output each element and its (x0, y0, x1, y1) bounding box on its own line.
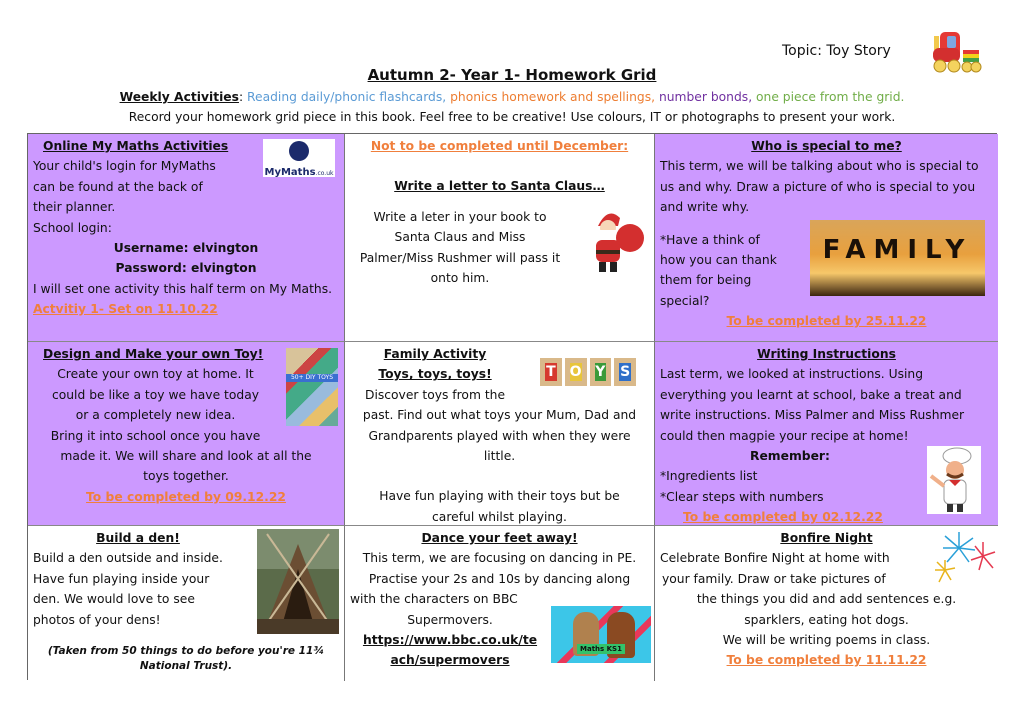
bonfire-heading: Bonfire Night (780, 531, 873, 545)
cell-build-den: Build a den! Build a den outside and inside. Have fun playing inside your den. We would love to see photos of your dens! (Taken from 50 things to do before you're 11¾ National Trust). (28, 526, 345, 681)
cell-family-activity: Family Activity Toys, toys, toys! Discover toys from the past. Find out what toys your Mum, Dad and Grandparents played with when they were little. Have fun playing with their toys but be careful whilst playing. T O Y S (345, 342, 655, 526)
santa-notice: Not to be completed until December: (370, 139, 629, 153)
page-title: Autumn 2- Year 1- Homework Grid (367, 66, 657, 84)
special-due-date: To be completed by 25.11.22 (726, 314, 927, 329)
remember-label: Remember: (750, 449, 830, 464)
santa-claus-icon (588, 204, 646, 276)
mymaths-globe-icon (289, 141, 309, 161)
block-y: Y (590, 358, 612, 386)
maths-ks1-badge: Maths KS1 (577, 644, 625, 654)
cell-bonfire-night: Bonfire Night Celebrate Bonfire Night at home with your family. Draw or take pictures of the things you did and add sentences e.g. sparklers, eating hot dogs. We will be writing poems in class. To be completed by 11.11.22 (655, 526, 998, 681)
fireworks-icon (933, 530, 997, 586)
weekly-item-phonics: phonics homework and spellings (450, 90, 652, 104)
dance-heading: Dance your feet away! (421, 531, 578, 545)
mymaths-heading: Online My Maths Activities (43, 139, 229, 153)
family-subheading: Toys, toys, toys! (378, 367, 492, 382)
mymaths-username: Username: elvington (113, 241, 259, 256)
topic-label: Topic: Toy Story (782, 43, 891, 59)
mymaths-logo: MyMaths.co.uk (263, 139, 335, 177)
cell-writing-instructions: Writing Instructions Last term, we looked at instructions. Using everything you learnt at school, bake a treat and write instructions. Miss Palmer and Miss Rushmer could then magpie your recipe at home! Remember: *Ingredients list *Clear steps with numbers To be completed by 02.12.22 (655, 342, 998, 526)
toy-blocks-image (540, 358, 636, 386)
block-o: O (565, 358, 587, 386)
cell-design-toy: Design and Make your own Toy! Create your own toy at home. It could be like a toy we have today or a completely new idea. Bring it into school once you have made it. We will share and look at all the toys together. To be completed by 09.12.22 50+ DIY TOYS (28, 342, 345, 526)
bonfire-due-date: To be completed by 11.11.22 (726, 653, 927, 668)
weekly-activities: Weekly Activities: Reading daily/phonic flashcards, phonics homework and spellings, number bonds, one piece from the grid. (119, 90, 905, 104)
instructions-heading: Writing Instructions (757, 347, 896, 361)
special-heading: Who is special to me? (751, 139, 902, 153)
den-heading: Build a den! (96, 531, 180, 545)
toy-due-date: To be completed by 09.12.22 (86, 489, 286, 504)
weekly-item-reading: Reading daily/phonic flashcards (247, 90, 443, 104)
block-s: S (614, 358, 636, 386)
weekly-activities-label: Weekly Activities (119, 90, 239, 104)
block-t: T (540, 358, 562, 386)
cell-santa-letter: Not to be completed until December: Write a letter to Santa Claus… Write a leter in your book to Santa Claus and Miss Palmer/Miss Rushmer will pass it onto him. (345, 134, 655, 342)
supermovers-image (551, 606, 651, 663)
cell-dance: Dance your feet away! This term, we are focusing on dancing in PE. Practise your 2s and 10s by dancing along with the characters on BBC Supermovers. https://www.bbc.co.uk/te ach/supermovers Maths KS1 (345, 526, 655, 681)
toy-heading: Design and Make your own Toy! (43, 347, 264, 361)
instructions-due-date: To be completed by 02.12.22 (683, 510, 883, 525)
weekly-item-number-bonds: number bonds (658, 90, 749, 104)
santa-heading: Write a letter to Santa Claus… (394, 179, 605, 194)
den-credit: (Taken from 50 things to do before you're 11¾ National Trust). (47, 645, 325, 673)
chef-icon (927, 446, 981, 514)
supermovers-link[interactable]: https://www.bbc.co.uk/te ach/supermovers (362, 633, 538, 668)
family-sunset-image: FAMILY (810, 220, 985, 296)
mymaths-due-date: Actvitiy 1- Set on 11.10.22 (33, 302, 218, 317)
den-photo (257, 529, 339, 634)
cell-who-is-special: Who is special to me? This term, we will be talking about who is special to us and why. Draw a picture of who is special to you and write why. *Have a think of how you can thank them for being special? To be completed by 25.11.22 FAMILY (655, 134, 998, 342)
mymaths-password: Password: elvington (115, 261, 257, 276)
homework-grid (27, 133, 997, 680)
cell-mymaths: Online My Maths Activities Your child's login for MyMaths can be found at the back of their planner. School login: Username: elvington Password: elvington I will set one activity this half term on My Maths. Actvitiy 1- Set on 11.10.22 MyMaths.co.uk (28, 134, 345, 342)
diy-toys-collage: 50+ DIY TOYS (286, 348, 338, 426)
weekly-item-grid-piece: one piece from the grid. (756, 90, 905, 104)
record-instructions: Record your homework grid piece in this book. Feel free to be creative! Use colours, IT or photographs to present your work. (128, 110, 896, 124)
family-heading: Family Activity (383, 347, 487, 361)
